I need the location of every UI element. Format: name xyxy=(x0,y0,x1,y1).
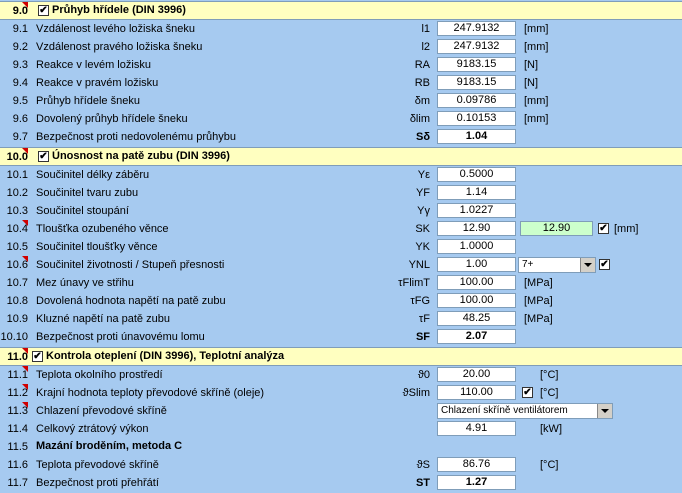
ambient-temp-input[interactable]: 20.00 xyxy=(437,367,516,382)
section-number: 10.0 xyxy=(6,151,28,163)
safety-cell[interactable]: 1.27 xyxy=(437,475,516,490)
value-cell[interactable]: 110.00 xyxy=(437,385,516,400)
table-row: 9.3 Reakce v levém ložisku RA 9183.15 [N] xyxy=(12,58,539,71)
section-10-header xyxy=(0,147,682,166)
section-9-checkbox[interactable]: ✔ xyxy=(39,5,48,16)
table-row: 11.3 Chlazení převodové skříně Chlazení skříně ventilátorem xyxy=(0,402,682,420)
value-cell[interactable]: 9183.15 xyxy=(437,57,516,72)
value-cell[interactable]: 1.0000 xyxy=(437,239,516,254)
section-title: Průhyb hřídele (DIN 3996) xyxy=(52,4,186,16)
value-cell[interactable]: 1.00 xyxy=(437,257,516,272)
safety-cell[interactable]: 2.07 xyxy=(437,329,516,344)
safety-cell[interactable]: 1.04 xyxy=(437,129,516,144)
value-cell[interactable]: 1.14 xyxy=(437,185,516,200)
accuracy-checkbox[interactable]: ✔ xyxy=(600,259,609,270)
temp-limit-checkbox[interactable]: ✔ xyxy=(523,387,532,398)
value-cell[interactable]: 9183.15 xyxy=(437,75,516,90)
cooling-select[interactable]: Chlazení skříně ventilátorem xyxy=(437,403,613,419)
table-row: 10.10 Bezpečnost proti únavovému lomu SF 2.07 xyxy=(0,328,682,346)
section-10-checkbox[interactable]: ✔ xyxy=(39,151,48,162)
table-row: 11.2 Krajní hodnota teploty převodové skříně (oleje) ϑSlim 110.00 ✔ [°C] xyxy=(7,386,559,399)
chevron-down-icon[interactable] xyxy=(580,258,595,272)
section-title: Únosnost na patě zubu (DIN 3996) xyxy=(52,150,230,162)
value-cell[interactable]: 100.00 xyxy=(437,293,516,308)
value-cell[interactable]: 0.09786 xyxy=(437,93,516,108)
value-cell[interactable]: 1.0227 xyxy=(437,203,516,218)
section-11-checkbox[interactable]: ✔ xyxy=(33,351,42,362)
table-row: 10.4 Tloušťka ozubeného věnce SK 12.90 12.90 ✔ [mm] xyxy=(6,222,639,235)
table-row: 10.1 Součinitel délky záběru Yε 0.5000 xyxy=(0,166,682,184)
table-row: 11.1 Teplota okolního prostředí ϑ0 20.00 [°C] xyxy=(7,368,559,381)
table-row: 10.2 Součinitel tvaru zubu YF 1.14 xyxy=(0,184,682,202)
table-row: 9.1 Vzdálenost levého ložiska šneku l1 247.9132 [mm] xyxy=(12,22,549,35)
table-row: 11.4 Celkový ztrátový výkon 4.91 [kW] xyxy=(7,422,562,435)
table-row: 10.9 Kluzné napětí na patě zubu τF 48.25 [MPa] xyxy=(6,312,553,325)
table-row: 10.7 Mez únavy ve střihu τFlimT 100.00 [MPa] xyxy=(6,276,553,289)
section-number: 11.0 xyxy=(7,351,28,363)
thickness-input[interactable]: 12.90 xyxy=(520,221,593,236)
table-row: 9.6 Dovolený průhyb hřídele šneku δlim 0.10153 [mm] xyxy=(12,112,549,125)
table-row: 10.6 Součinitel životnosti / Stupeň přesnosti YNL 1.00 7+ ✔ xyxy=(6,258,609,271)
section-11-header xyxy=(0,347,682,366)
table-row: 9.2 Vzdálenost pravého ložiska šneku l2 247.9132 [mm] xyxy=(12,40,549,53)
table-row: 9.4 Reakce v pravém ložisku RB 9183.15 [N] xyxy=(12,76,539,89)
value-cell[interactable]: 247.9132 xyxy=(437,21,516,36)
section-number: 9.0 xyxy=(12,5,28,17)
table-row: 9.5 Průhyb hřídele šneku δm 0.09786 [mm] xyxy=(12,94,549,107)
value-cell[interactable]: 0.5000 xyxy=(437,167,516,182)
table-row: 11.5 Mazání broděním, metoda C xyxy=(7,440,183,453)
value-cell[interactable]: 48.25 xyxy=(437,311,516,326)
value-cell[interactable]: 86.76 xyxy=(437,457,516,472)
value-cell[interactable]: 12.90 xyxy=(437,221,516,236)
chevron-down-icon[interactable] xyxy=(597,404,612,418)
section-title: Kontrola oteplení (DIN 3996), Teplotní analýza xyxy=(46,350,285,362)
thickness-checkbox[interactable]: ✔ xyxy=(599,223,608,234)
table-row: 10.8 Dovolená hodnota napětí na patě zubu τFG 100.00 [MPa] xyxy=(6,294,553,307)
value-cell[interactable]: 4.91 xyxy=(437,421,516,436)
table-row: 10.5 Součinitel tloušťky věnce YK 1.0000 xyxy=(0,238,682,256)
table-row: 11.6 Teplota převodové skříně ϑS 86.76 [°C] xyxy=(7,458,559,471)
value-cell[interactable]: 100.00 xyxy=(437,275,516,290)
table-row: 9.7 Bezpečnost proti nedovolenému průhybu Sδ 1.04 xyxy=(0,128,682,146)
section-9-header xyxy=(0,1,682,20)
value-cell[interactable]: 0.10153 xyxy=(437,111,516,126)
table-row: 11.7 Bezpečnost proti přehřátí ST 1.27 xyxy=(0,474,682,492)
accuracy-grade-select[interactable]: 7+ xyxy=(518,257,596,273)
value-cell[interactable]: 247.9132 xyxy=(437,39,516,54)
table-row: 10.3 Součinitel stoupání Yγ 1.0227 xyxy=(0,202,682,220)
